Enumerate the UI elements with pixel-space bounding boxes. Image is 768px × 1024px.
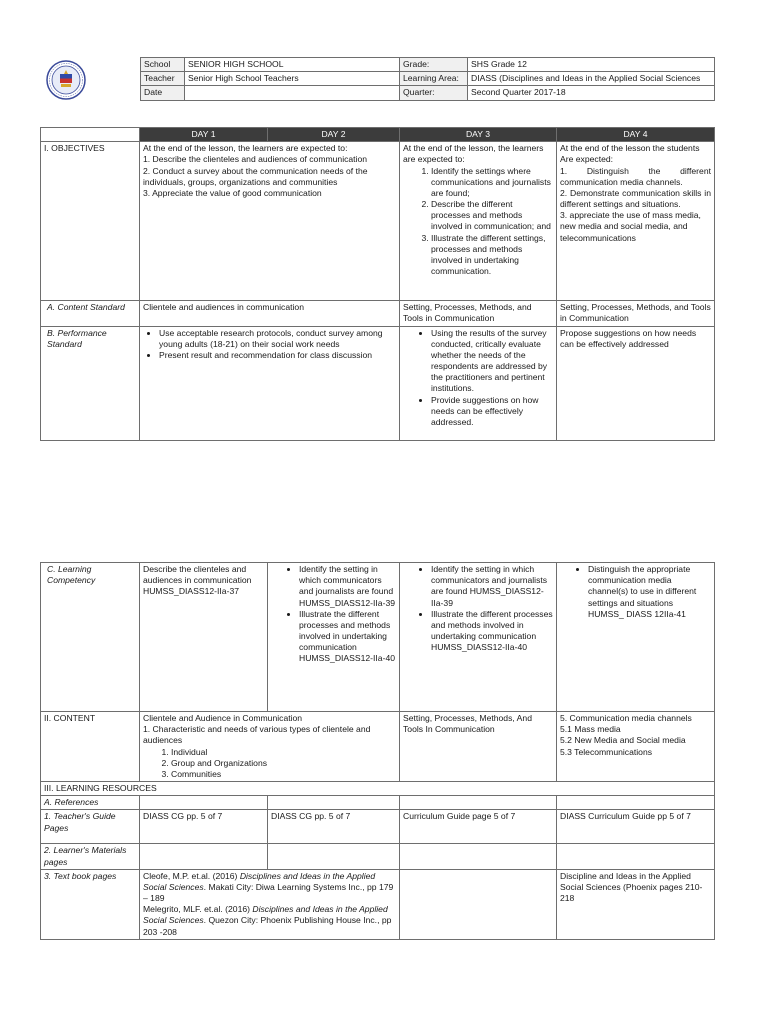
content-day4: 5. Communication media channels 5.1 Mass media 5.2 New Media and Social media 5.3 Telecommunications (557, 712, 715, 782)
content-standard-day4: Setting, Processes, Methods, and Tools in Communication (557, 301, 715, 326)
teachers-guide-day2: DIASS CG pp. 5 of 7 (268, 810, 400, 844)
textbook-day12: Cleofe, M.P. et.al. (2016) Disciplines and Ideas in the Applied Social Sciences. Makati City: Diwa Learning Systems Inc., pp 179 – 189 Melegrito, MLF. et.al. (2016) Disciplines and Ideas in the Applied Social Sciences. Quezon City: Phoenix Publishing House Inc., pp 203 -208 (140, 869, 400, 939)
teachers-guide-day3: Curriculum Guide page 5 of 7 (400, 810, 557, 844)
day-1-header: DAY 1 (140, 128, 268, 142)
learners-materials-label: 2. Learner's Materials pages (41, 844, 140, 869)
header-table (140, 57, 715, 101)
learning-competency-day2: • Identify the setting in which communicators and journalists are found HUMSS_DIASS12-IIa-39 • Illustrate the different processes and methods involved in undertaking communication HUMSS_DIASS12-IIa-40 (268, 563, 400, 712)
objectives-day4: At the end of the lesson the students Are expected: 1. Distinguish the different communication media channels. 2. Demonstrate communication skills in different settings and situations. 3. appreciate the use of mass media, new media and social media, and telecommunications (557, 142, 715, 301)
textbook-day3 (400, 869, 557, 939)
day-2-header: DAY 2 (268, 128, 400, 142)
learning-resources-row (41, 782, 715, 796)
teacher-value: Senior High School Teachers (185, 72, 400, 86)
performance-standard-day4: Propose suggestions on how needs can be effectively addressed (557, 326, 715, 440)
textbook-row (41, 869, 715, 939)
content-label: II. CONTENT (41, 712, 140, 782)
objectives-day3: At the end of the lesson, the learners are expected to: 1. Identify the settings where communications and journalists are found; 2. Describe the different processes and methods involved in communication; and 3. Illustrate the different settings, processes and methods involved in undertaking communication. (400, 142, 557, 301)
performance-standard-day3: • Using the results of the survey conducted, critically evaluate whether the needs of the respondents are addressed by the practitioners and pertinent institutions. • Provide suggestions on how needs can be effectively addressed. (400, 326, 557, 440)
learning-area-value: DIASS (Disciplines and Ideas in the Applied Social Sciences (468, 72, 715, 86)
content-standard-row (41, 301, 715, 326)
day-header-row (41, 128, 715, 142)
grade-value: SHS Grade 12 (468, 58, 715, 72)
lesson-plan-table-top (40, 127, 715, 441)
content-standard-label: A. Content Standard (41, 301, 140, 326)
teacher-label: Teacher (141, 72, 185, 86)
learning-competency-day4: • Distinguish the appropriate communication media channel(s) to use in different settings and situations HUMSS_ DIASS 12IIa-41 (557, 563, 715, 712)
references-row (41, 796, 715, 810)
content-standard-day3: Setting, Processes, Methods, and Tools in Communication (400, 301, 557, 326)
objectives-day12: At the end of the lesson, the learners are expected to: 1. Describe the clienteles and audiences of communication 2. Conduct a survey about the communication needs of the individuals, groups, organizations and communities 3. Appreciate the value of good communication (140, 142, 400, 301)
teachers-guide-label: 1. Teacher's Guide Pages (41, 810, 140, 844)
school-value: SENIOR HIGH SCHOOL (185, 58, 400, 72)
quarter-label: Quarter: (400, 86, 468, 100)
learning-resources-label: III. LEARNING RESOURCES (41, 782, 715, 796)
textbook-label: 3. Text book pages (41, 869, 140, 939)
grade-label: Grade: (400, 58, 468, 72)
quarter-value: Second Quarter 2017-18 (468, 86, 715, 100)
objectives-row (41, 142, 715, 301)
learning-competency-day1: Describe the clienteles and audiences in communication HUMSS_DIASS12-IIa-37 (140, 563, 268, 712)
learning-competency-row (41, 563, 715, 712)
learners-materials-row (41, 844, 715, 869)
learning-area-label: Learning Area: (400, 72, 468, 86)
content-row (41, 712, 715, 782)
content-standard-day12: Clientele and audiences in communication (140, 301, 400, 326)
performance-standard-day12: • Use acceptable research protocols, conduct survey among young adults (18-21) on their social work needs • Present result and recommendation for class discussion (140, 326, 400, 440)
performance-standard-row (41, 326, 715, 440)
teachers-guide-day1: DIASS CG pp. 5 of 7 (140, 810, 268, 844)
learning-competency-label: C. Learning Competency (41, 563, 140, 712)
date-value (185, 86, 400, 100)
references-label: A. References (41, 796, 140, 810)
date-label: Date (141, 86, 185, 100)
day-3-header: DAY 3 (400, 128, 557, 142)
deped-seal-logo (46, 60, 86, 100)
objectives-label: I. OBJECTIVES (41, 142, 140, 301)
school-label: School (141, 58, 185, 72)
day-4-header: DAY 4 (557, 128, 715, 142)
teachers-guide-row (41, 810, 715, 844)
learning-competency-day3: • Identify the setting in which communicators and journalists are found HUMSS_DIASS12-IIa-39 • Illustrate the different processes and methods involved in undertaking communication HUMSS_DIASS12-IIa-40 (400, 563, 557, 712)
textbook-day4: Discipline and Ideas in the Applied Social Sciences (Phoenix pages 210-218 (557, 869, 715, 939)
performance-standard-label: B. Performance Standard (41, 326, 140, 440)
lesson-plan-table-bottom (40, 562, 715, 940)
teachers-guide-day4: DIASS Curriculum Guide pp 5 of 7 (557, 810, 715, 844)
content-day3: Setting, Processes, Methods, And Tools In Communication (400, 712, 557, 782)
content-day12: Clientele and Audience in Communication 1. Characteristic and needs of various types of clientele and audiences 1. Individual 2. Group and Organizations 3. Communities (140, 712, 400, 782)
